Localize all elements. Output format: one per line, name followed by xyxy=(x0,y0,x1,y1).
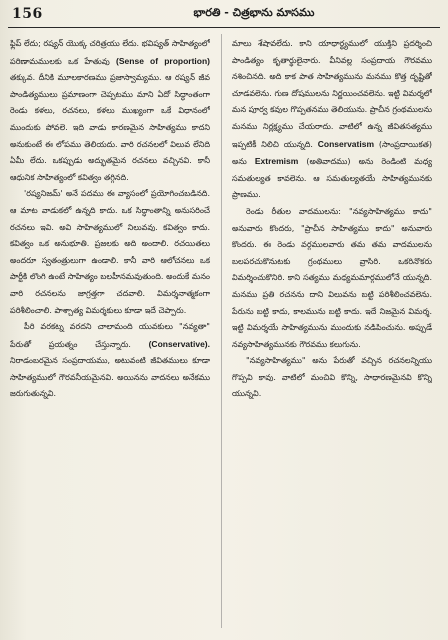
english-term: Extremism xyxy=(254,156,299,167)
paragraph-text: ఫ్లిప్ లేదు; రష్యన్ యొక్క చరిత్రయు లేదు. భవిష్యత్ సాహిత్యంలో పరిణామములకు ఒక హేతువు xyxy=(10,39,210,66)
header-rule xyxy=(8,27,440,28)
paragraph-text: (సాంప్రదాయికత) అను xyxy=(232,139,432,167)
left-column xyxy=(10,36,210,630)
paragraph xyxy=(232,36,432,204)
paragraph xyxy=(10,319,210,403)
paragraph: రెండు రీతుల వాదములను: "నవ్యసాహిత్యము కాదు" అనువారు కొందరు, "ప్రాచీన సాహిత్యము కాదు" అనువారు కొందరు. ఈ రెండు వర్గములవారు తమ తమ వాదములను బలపరచుకొనుటకు గ్రంథములు వ్రాసిరి. ఒకరినొకరు విమర్శించుకొనిరి. కాని సత్యము మధ్యమమార్గములోనే యున్నది. మనము ప్రతి రచనను దాని విలువను బట్టి పరిశీలించవలెను. పేరును బట్టి కాదు, కాలమును బట్టి కాదు. ఇదే నిజమైన విమర్శ. ఇట్టి విమర్శయే సాహిత్యమును ముందుకు నడిపించును. అప్పుడే నవ్యసాహిత్యమునకు గౌరవము కలుగును. xyxy=(232,206,432,349)
english-term: Conservatism xyxy=(317,138,374,149)
paragraph-text: పీరి వరకట్న వరదని చాలామంది యువకులు "నవ్యతా" పేరుతో ప్రయత్నం చేస్తున్నారు. xyxy=(10,322,210,349)
paragraph: 'రష్యనిజమ్' అనే పదము ఈ వ్యాసంలో ప్రయోగించబడినది. ఆ మాట వాడుకలో ఉన్నది కాదు. ఒక సిద్ధాంతాన్ని అనుసరించే రచనలు ఇవి. అవి సాహిత్యములో నిలువవు. కవిత్వం కాదు. కవిత్వం ఒక అనుభూతి. ప్రజలకు అది అందాలి. రచయితలు అందరూ స్వతంత్రులుగా ఉండాలి. కానీ వారి ఆలోచనలు ఒక పార్టీకి లొంగి ఉంటే సాహిత్యం బలహీనమవుతుంది. అందుకే మనం వారి రచనలను జాగ్రత్తగా చదవాలి. విమర్శనాత్మకంగా పరిశీలించాలి. పాశ్చాత్య విమర్శకులు కూడా ఇదే చెప్పారు. xyxy=(10,189,210,315)
column-divider xyxy=(221,34,222,628)
right-column xyxy=(232,36,432,630)
running-title: భారతి - చిత్రభాను మాసము xyxy=(193,6,315,19)
paragraph: "నవ్యసాహిత్యము" అను పేరుతో వచ్చిన రచనలన్నియు గొప్పవి కావు. వాటిలో మంచివి కొన్ని, సాధారణమైనవి కొన్ని యున్నవి. xyxy=(232,356,432,399)
paragraph xyxy=(10,36,210,186)
paragraph-text: నిరాడంబరమైన సంప్రదాయము, అటువంటి జీవితములు కూడా సాహిత్యములో గౌరవనీయమైనవి. అయినను వాదనలు అనేకము జరుగుతున్నవి. xyxy=(10,356,210,399)
english-term: (Conservative). xyxy=(148,338,210,349)
page-number: 156 xyxy=(12,6,43,22)
paragraph-text: (అతివాదము) అను రెండింటి మధ్య సమతుల్యత కావలెను. ఆ సమతుల్యతయే సాహిత్యమునకు ప్రాణము. xyxy=(232,157,432,200)
english-term: (Sense of proportion) xyxy=(116,55,210,66)
paragraph-text: తక్కువ. దీనికి మూలకారణము ప్రజాస్వామ్యము. ఆ రష్యన్ జీవ పాండిత్యములు ప్రమాణంగా చెప్పటము మాని ఏదో సిద్ధాంతంగా రెండు కళలు, రచనలు, కళలు ముఖ్యంగా ఒకే విధానంలో ముందుకు పోవలె. ఇది వాడు కారణమైన సాహిత్యము కాదని అనుకుంటే ఈ లోపము తెలియదు. వారి రచనలలో విలువ లేనిది ఏమీ లేదు. ఒకప్పుడు అద్భుతమైన రచనలు వచ్చినవి. కానీ ఆధునిక సాహిత్యంలో కవిత్వం తగ్గినది. xyxy=(10,73,210,182)
paragraph-text: మాలు శేషావలేదు. కాని యాధార్థ్యములో యుక్తిని ప్రదర్శించి పాండిత్యం కృతార్థులైనారు. వీనివల్ల సంప్రదాయ గౌరవము నశించినది. అది కాక పాత సాహిత్యమును మనము కొత్త దృష్టితో చూడవలెను. గుణ దోషములను నిర్ణయించవలెను. ఇట్టి విమర్శలో మన పూర్వ కవుల గొప్పతనము తెలియును. ప్రాచీన గ్రంథములను మనము నిర్లక్ష్యము చేయరాదు. వాటిలో ఉన్న జీవితసత్యము ఇప్పటికీ నిలిచి యున్నది. xyxy=(232,39,432,149)
